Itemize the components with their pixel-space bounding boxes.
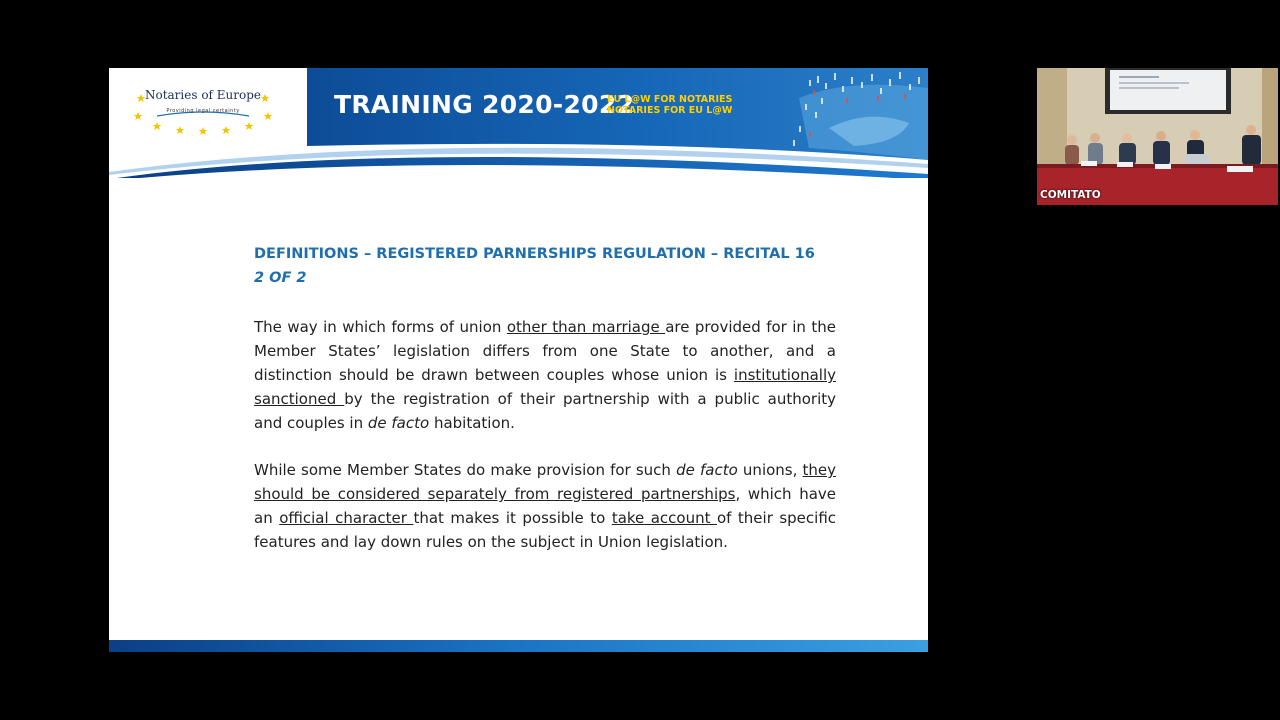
para1-underline: other than marriage xyxy=(506,318,666,336)
slide-body xyxy=(254,242,836,554)
slide-footer-bar xyxy=(109,640,928,652)
para2-text: that makes it possible to xyxy=(413,509,612,527)
banner-subtitle-line1: EU L@W FOR NOTARIES xyxy=(607,94,733,105)
paragraph-1 xyxy=(254,315,836,435)
presentation-slide xyxy=(109,68,928,652)
para1-text: The way in which forms of union xyxy=(254,318,507,336)
para1-text: are provided for in the Member States’ legislation differs from one State to another, and a distinction should be drawn between couples whose union is xyxy=(254,318,837,384)
para2-text: While some Member States do make provision for such xyxy=(254,461,677,479)
banner-subtitle-line2: NOTARIES FOR EU L@W xyxy=(607,105,733,116)
banner-title: TRAINING 2020-2022 xyxy=(334,90,635,119)
webcam-video-feed[interactable] xyxy=(1037,68,1278,205)
logo-name: Notaries of Europe xyxy=(144,88,262,102)
para1-text: habitation. xyxy=(429,414,515,432)
para2-underline: take account xyxy=(611,509,717,527)
logo-tagline: Providing legal certainty xyxy=(166,108,240,114)
banner-subtitle xyxy=(607,94,732,116)
slide-title-line1: DEFINITIONS – REGISTERED PARNERSHIPS REGULATION – RECITAL 16 xyxy=(254,246,815,262)
para2-underline: official character xyxy=(279,509,414,527)
para2-italic: de facto xyxy=(676,461,738,479)
slide-title-line2: 2 OF 2 xyxy=(254,270,307,286)
para1-underline: institutionally sanctioned xyxy=(254,366,836,408)
webcam-scene-image xyxy=(1037,68,1278,205)
para1-text: by the registration of their partnership with a public authority and couples in xyxy=(254,390,837,432)
para2-text: of their specific features and lay down rules on the subject in Union legislation. xyxy=(254,509,837,551)
para2-underline: they should be considered separately from registered partnerships xyxy=(254,461,837,503)
slide-header xyxy=(109,68,928,178)
paragraph-2 xyxy=(254,458,836,554)
para1-italic: de facto xyxy=(367,414,430,432)
para2-text: , which have an xyxy=(254,485,836,527)
para2-text: unions, xyxy=(737,461,803,479)
notaries-of-europe-logo xyxy=(133,86,273,138)
webcam-label: COMITATO xyxy=(1040,189,1101,201)
slide-title xyxy=(254,242,836,290)
